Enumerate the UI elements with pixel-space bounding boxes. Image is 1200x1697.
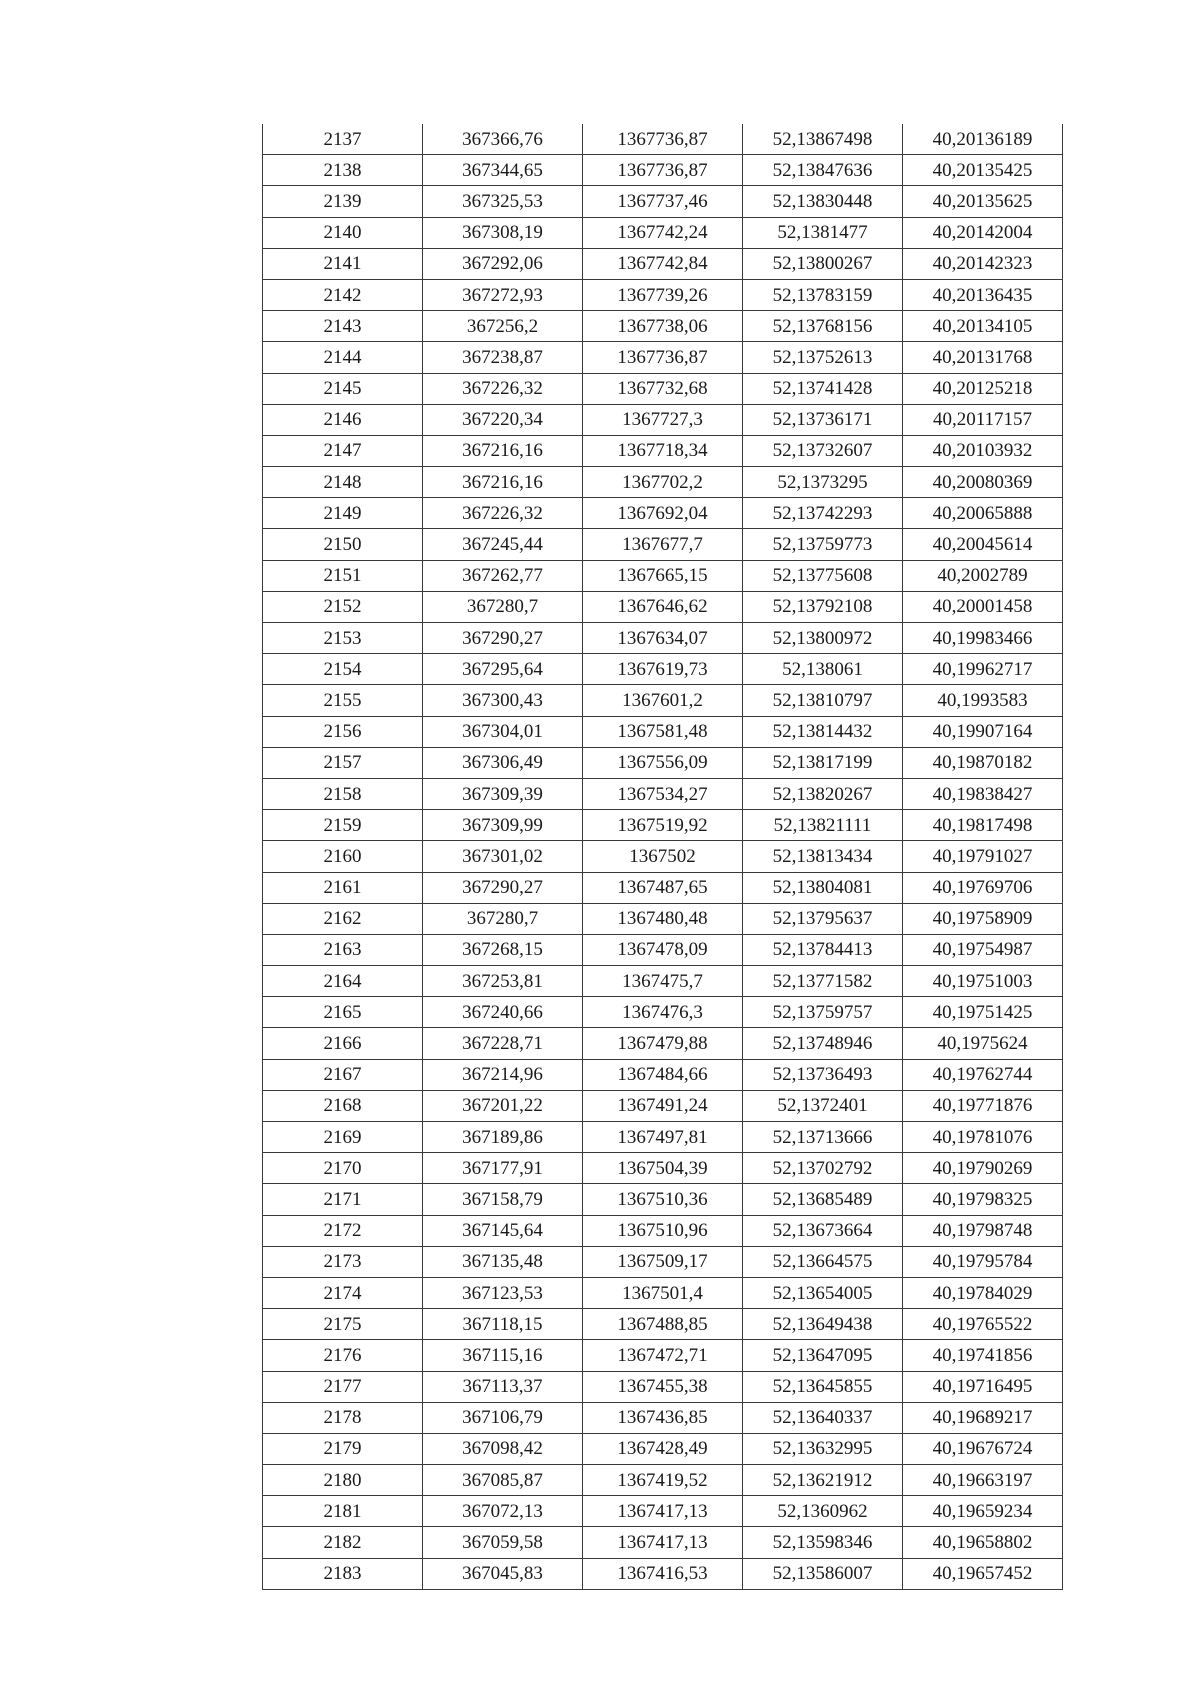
table-row <box>263 1059 1063 1090</box>
latitude-cell: 52,13713666 <box>743 1122 903 1153</box>
y-coordinate-cell: 1367738,06 <box>583 311 743 342</box>
longitude-cell: 40,20103932 <box>903 435 1063 466</box>
point-number-cell: 2182 <box>263 1527 423 1558</box>
x-coordinate-cell: 367106,79 <box>423 1402 583 1433</box>
y-coordinate-cell: 1367484,66 <box>583 1059 743 1090</box>
table-row <box>263 872 1063 903</box>
longitude-cell: 40,19758909 <box>903 903 1063 934</box>
table-row <box>263 1215 1063 1246</box>
y-coordinate-cell: 1367718,34 <box>583 435 743 466</box>
x-coordinate-cell: 367238,87 <box>423 342 583 373</box>
longitude-cell: 40,20136435 <box>903 279 1063 310</box>
latitude-cell: 52,13817199 <box>743 747 903 778</box>
x-coordinate-cell: 367280,7 <box>423 591 583 622</box>
latitude-cell: 52,13795637 <box>743 903 903 934</box>
point-number-cell: 2140 <box>263 217 423 248</box>
table-row <box>263 248 1063 279</box>
x-coordinate-cell: 367220,34 <box>423 404 583 435</box>
point-number-cell: 2168 <box>263 1090 423 1121</box>
longitude-cell: 40,20142004 <box>903 217 1063 248</box>
x-coordinate-cell: 367059,58 <box>423 1527 583 1558</box>
x-coordinate-cell: 367290,27 <box>423 623 583 654</box>
x-coordinate-cell: 367115,16 <box>423 1340 583 1371</box>
x-coordinate-cell: 367216,16 <box>423 467 583 498</box>
longitude-cell: 40,19781076 <box>903 1122 1063 1153</box>
latitude-cell: 52,13640337 <box>743 1402 903 1433</box>
longitude-cell: 40,19817498 <box>903 810 1063 841</box>
table-row <box>263 124 1063 155</box>
latitude-cell: 52,13759773 <box>743 529 903 560</box>
table-row <box>263 810 1063 841</box>
latitude-cell: 52,13732607 <box>743 435 903 466</box>
point-number-cell: 2169 <box>263 1122 423 1153</box>
table-row <box>263 342 1063 373</box>
table-row <box>263 591 1063 622</box>
x-coordinate-cell: 367306,49 <box>423 747 583 778</box>
latitude-cell: 52,13813434 <box>743 841 903 872</box>
table-row <box>263 1184 1063 1215</box>
y-coordinate-cell: 1367428,49 <box>583 1433 743 1464</box>
point-number-cell: 2174 <box>263 1277 423 1308</box>
table-row <box>263 654 1063 685</box>
y-coordinate-cell: 1367478,09 <box>583 934 743 965</box>
table-row <box>263 1527 1063 1558</box>
point-number-cell: 2161 <box>263 872 423 903</box>
point-number-cell: 2176 <box>263 1340 423 1371</box>
point-number-cell: 2159 <box>263 810 423 841</box>
x-coordinate-cell: 367295,64 <box>423 654 583 685</box>
y-coordinate-cell: 1367491,24 <box>583 1090 743 1121</box>
point-number-cell: 2181 <box>263 1496 423 1527</box>
y-coordinate-cell: 1367479,88 <box>583 1028 743 1059</box>
point-number-cell: 2162 <box>263 903 423 934</box>
y-coordinate-cell: 1367504,39 <box>583 1153 743 1184</box>
longitude-cell: 40,19658802 <box>903 1527 1063 1558</box>
point-number-cell: 2139 <box>263 186 423 217</box>
table-row <box>263 373 1063 404</box>
y-coordinate-cell: 1367677,7 <box>583 529 743 560</box>
latitude-cell: 52,13654005 <box>743 1277 903 1308</box>
latitude-cell: 52,1373295 <box>743 467 903 498</box>
table-row <box>263 1153 1063 1184</box>
x-coordinate-cell: 367366,76 <box>423 124 583 155</box>
y-coordinate-cell: 1367480,48 <box>583 903 743 934</box>
point-number-cell: 2164 <box>263 966 423 997</box>
y-coordinate-cell: 1367510,36 <box>583 1184 743 1215</box>
table-row <box>263 966 1063 997</box>
x-coordinate-cell: 367226,32 <box>423 373 583 404</box>
point-number-cell: 2154 <box>263 654 423 685</box>
longitude-cell: 40,19983466 <box>903 623 1063 654</box>
latitude-cell: 52,13810797 <box>743 685 903 716</box>
table-row <box>263 1465 1063 1496</box>
latitude-cell: 52,138061 <box>743 654 903 685</box>
latitude-cell: 52,13736493 <box>743 1059 903 1090</box>
x-coordinate-cell: 367304,01 <box>423 716 583 747</box>
table-row <box>263 623 1063 654</box>
x-coordinate-cell: 367228,71 <box>423 1028 583 1059</box>
longitude-cell: 40,19754987 <box>903 934 1063 965</box>
latitude-cell: 52,13702792 <box>743 1153 903 1184</box>
y-coordinate-cell: 1367475,7 <box>583 966 743 997</box>
longitude-cell: 40,19676724 <box>903 1433 1063 1464</box>
longitude-cell: 40,20001458 <box>903 591 1063 622</box>
y-coordinate-cell: 1367472,71 <box>583 1340 743 1371</box>
table-row <box>263 155 1063 186</box>
point-number-cell: 2165 <box>263 997 423 1028</box>
x-coordinate-cell: 367309,99 <box>423 810 583 841</box>
table-row <box>263 934 1063 965</box>
longitude-cell: 40,20117157 <box>903 404 1063 435</box>
y-coordinate-cell: 1367601,2 <box>583 685 743 716</box>
y-coordinate-cell: 1367702,2 <box>583 467 743 498</box>
longitude-cell: 40,19659234 <box>903 1496 1063 1527</box>
longitude-cell: 40,19907164 <box>903 716 1063 747</box>
point-number-cell: 2157 <box>263 747 423 778</box>
point-number-cell: 2149 <box>263 498 423 529</box>
point-number-cell: 2147 <box>263 435 423 466</box>
table-row <box>263 1371 1063 1402</box>
y-coordinate-cell: 1367497,81 <box>583 1122 743 1153</box>
longitude-cell: 40,2002789 <box>903 560 1063 591</box>
x-coordinate-cell: 367113,37 <box>423 1371 583 1402</box>
point-number-cell: 2146 <box>263 404 423 435</box>
longitude-cell: 40,1993583 <box>903 685 1063 716</box>
x-coordinate-cell: 367308,19 <box>423 217 583 248</box>
table-row <box>263 467 1063 498</box>
longitude-cell: 40,19751425 <box>903 997 1063 1028</box>
x-coordinate-cell: 367216,16 <box>423 435 583 466</box>
point-number-cell: 2142 <box>263 279 423 310</box>
latitude-cell: 52,13748946 <box>743 1028 903 1059</box>
longitude-cell: 40,19962717 <box>903 654 1063 685</box>
y-coordinate-cell: 1367742,24 <box>583 217 743 248</box>
latitude-cell: 52,1381477 <box>743 217 903 248</box>
longitude-cell: 40,19751003 <box>903 966 1063 997</box>
latitude-cell: 52,13775608 <box>743 560 903 591</box>
latitude-cell: 52,13632995 <box>743 1433 903 1464</box>
point-number-cell: 2150 <box>263 529 423 560</box>
point-number-cell: 2172 <box>263 1215 423 1246</box>
x-coordinate-cell: 367253,81 <box>423 966 583 997</box>
y-coordinate-cell: 1367501,4 <box>583 1277 743 1308</box>
latitude-cell: 52,13647095 <box>743 1340 903 1371</box>
table-row <box>263 778 1063 809</box>
point-number-cell: 2151 <box>263 560 423 591</box>
latitude-cell: 52,13752613 <box>743 342 903 373</box>
point-number-cell: 2145 <box>263 373 423 404</box>
table-row <box>263 841 1063 872</box>
longitude-cell: 40,20080369 <box>903 467 1063 498</box>
point-number-cell: 2148 <box>263 467 423 498</box>
latitude-cell: 52,13598346 <box>743 1527 903 1558</box>
table-row <box>263 1496 1063 1527</box>
latitude-cell: 52,13741428 <box>743 373 903 404</box>
longitude-cell: 40,19795784 <box>903 1246 1063 1277</box>
longitude-cell: 40,19798748 <box>903 1215 1063 1246</box>
x-coordinate-cell: 367226,32 <box>423 498 583 529</box>
latitude-cell: 52,13736171 <box>743 404 903 435</box>
point-number-cell: 2137 <box>263 124 423 155</box>
latitude-cell: 52,13847636 <box>743 155 903 186</box>
x-coordinate-cell: 367158,79 <box>423 1184 583 1215</box>
x-coordinate-cell: 367098,42 <box>423 1433 583 1464</box>
latitude-cell: 52,1360962 <box>743 1496 903 1527</box>
point-number-cell: 2156 <box>263 716 423 747</box>
x-coordinate-cell: 367300,43 <box>423 685 583 716</box>
x-coordinate-cell: 367177,91 <box>423 1153 583 1184</box>
y-coordinate-cell: 1367619,73 <box>583 654 743 685</box>
y-coordinate-cell: 1367581,48 <box>583 716 743 747</box>
point-number-cell: 2144 <box>263 342 423 373</box>
x-coordinate-cell: 367201,22 <box>423 1090 583 1121</box>
table-row <box>263 747 1063 778</box>
table-row <box>263 279 1063 310</box>
y-coordinate-cell: 1367519,92 <box>583 810 743 841</box>
point-number-cell: 2173 <box>263 1246 423 1277</box>
latitude-cell: 52,13586007 <box>743 1558 903 1589</box>
y-coordinate-cell: 1367455,38 <box>583 1371 743 1402</box>
table-row <box>263 1309 1063 1340</box>
x-coordinate-cell: 367325,53 <box>423 186 583 217</box>
y-coordinate-cell: 1367727,3 <box>583 404 743 435</box>
table-row <box>263 529 1063 560</box>
y-coordinate-cell: 1367487,65 <box>583 872 743 903</box>
x-coordinate-cell: 367123,53 <box>423 1277 583 1308</box>
y-coordinate-cell: 1367742,84 <box>583 248 743 279</box>
y-coordinate-cell: 1367416,53 <box>583 1558 743 1589</box>
latitude-cell: 52,13771582 <box>743 966 903 997</box>
longitude-cell: 40,20125218 <box>903 373 1063 404</box>
latitude-cell: 52,13804081 <box>743 872 903 903</box>
table-row <box>263 1277 1063 1308</box>
y-coordinate-cell: 1367476,3 <box>583 997 743 1028</box>
latitude-cell: 52,13649438 <box>743 1309 903 1340</box>
x-coordinate-cell: 367301,02 <box>423 841 583 872</box>
x-coordinate-cell: 367240,66 <box>423 997 583 1028</box>
y-coordinate-cell: 1367737,46 <box>583 186 743 217</box>
latitude-cell: 52,13867498 <box>743 124 903 155</box>
point-number-cell: 2152 <box>263 591 423 622</box>
y-coordinate-cell: 1367509,17 <box>583 1246 743 1277</box>
table-row <box>263 186 1063 217</box>
longitude-cell: 40,19663197 <box>903 1465 1063 1496</box>
y-coordinate-cell: 1367634,07 <box>583 623 743 654</box>
latitude-cell: 52,13800267 <box>743 248 903 279</box>
point-number-cell: 2170 <box>263 1153 423 1184</box>
y-coordinate-cell: 1367502 <box>583 841 743 872</box>
longitude-cell: 40,19716495 <box>903 1371 1063 1402</box>
latitude-cell: 52,13792108 <box>743 591 903 622</box>
table-row <box>263 1558 1063 1589</box>
longitude-cell: 40,19769706 <box>903 872 1063 903</box>
table-row <box>263 1246 1063 1277</box>
table-row <box>263 1122 1063 1153</box>
point-number-cell: 2178 <box>263 1402 423 1433</box>
y-coordinate-cell: 1367736,87 <box>583 124 743 155</box>
y-coordinate-cell: 1367417,13 <box>583 1527 743 1558</box>
table-row <box>263 1402 1063 1433</box>
point-number-cell: 2177 <box>263 1371 423 1402</box>
point-number-cell: 2167 <box>263 1059 423 1090</box>
point-number-cell: 2141 <box>263 248 423 279</box>
y-coordinate-cell: 1367510,96 <box>583 1215 743 1246</box>
y-coordinate-cell: 1367665,15 <box>583 560 743 591</box>
latitude-cell: 52,13673664 <box>743 1215 903 1246</box>
table-row <box>263 1090 1063 1121</box>
latitude-cell: 52,13821111 <box>743 810 903 841</box>
table-row <box>263 716 1063 747</box>
longitude-cell: 40,19771876 <box>903 1090 1063 1121</box>
point-number-cell: 2160 <box>263 841 423 872</box>
coordinates-table <box>262 124 1063 1590</box>
latitude-cell: 52,1372401 <box>743 1090 903 1121</box>
longitude-cell: 40,20131768 <box>903 342 1063 373</box>
longitude-cell: 40,19689217 <box>903 1402 1063 1433</box>
longitude-cell: 40,19790269 <box>903 1153 1063 1184</box>
y-coordinate-cell: 1367732,68 <box>583 373 743 404</box>
y-coordinate-cell: 1367417,13 <box>583 1496 743 1527</box>
y-coordinate-cell: 1367488,85 <box>583 1309 743 1340</box>
latitude-cell: 52,13814432 <box>743 716 903 747</box>
longitude-cell: 40,19765522 <box>903 1309 1063 1340</box>
x-coordinate-cell: 367280,7 <box>423 903 583 934</box>
point-number-cell: 2166 <box>263 1028 423 1059</box>
table-row <box>263 404 1063 435</box>
x-coordinate-cell: 367245,44 <box>423 529 583 560</box>
x-coordinate-cell: 367344,65 <box>423 155 583 186</box>
longitude-cell: 40,19838427 <box>903 778 1063 809</box>
longitude-cell: 40,19791027 <box>903 841 1063 872</box>
point-number-cell: 2183 <box>263 1558 423 1589</box>
latitude-cell: 52,13621912 <box>743 1465 903 1496</box>
point-number-cell: 2138 <box>263 155 423 186</box>
table-row <box>263 997 1063 1028</box>
x-coordinate-cell: 367292,06 <box>423 248 583 279</box>
latitude-cell: 52,13768156 <box>743 311 903 342</box>
latitude-cell: 52,13784413 <box>743 934 903 965</box>
y-coordinate-cell: 1367739,26 <box>583 279 743 310</box>
point-number-cell: 2180 <box>263 1465 423 1496</box>
latitude-cell: 52,13759757 <box>743 997 903 1028</box>
point-number-cell: 2175 <box>263 1309 423 1340</box>
x-coordinate-cell: 367085,87 <box>423 1465 583 1496</box>
x-coordinate-cell: 367045,83 <box>423 1558 583 1589</box>
point-number-cell: 2179 <box>263 1433 423 1464</box>
x-coordinate-cell: 367135,48 <box>423 1246 583 1277</box>
point-number-cell: 2158 <box>263 778 423 809</box>
x-coordinate-cell: 367290,27 <box>423 872 583 903</box>
x-coordinate-cell: 367189,86 <box>423 1122 583 1153</box>
longitude-cell: 40,19762744 <box>903 1059 1063 1090</box>
table-row <box>263 1433 1063 1464</box>
y-coordinate-cell: 1367556,09 <box>583 747 743 778</box>
longitude-cell: 40,1975624 <box>903 1028 1063 1059</box>
latitude-cell: 52,13645855 <box>743 1371 903 1402</box>
table-body <box>263 124 1063 1589</box>
x-coordinate-cell: 367262,77 <box>423 560 583 591</box>
latitude-cell: 52,13820267 <box>743 778 903 809</box>
table-row <box>263 903 1063 934</box>
longitude-cell: 40,19741856 <box>903 1340 1063 1371</box>
longitude-cell: 40,19870182 <box>903 747 1063 778</box>
latitude-cell: 52,13800972 <box>743 623 903 654</box>
x-coordinate-cell: 367145,64 <box>423 1215 583 1246</box>
longitude-cell: 40,19657452 <box>903 1558 1063 1589</box>
y-coordinate-cell: 1367646,62 <box>583 591 743 622</box>
x-coordinate-cell: 367214,96 <box>423 1059 583 1090</box>
table-row <box>263 560 1063 591</box>
y-coordinate-cell: 1367419,52 <box>583 1465 743 1496</box>
y-coordinate-cell: 1367436,85 <box>583 1402 743 1433</box>
y-coordinate-cell: 1367692,04 <box>583 498 743 529</box>
x-coordinate-cell: 367256,2 <box>423 311 583 342</box>
latitude-cell: 52,13742293 <box>743 498 903 529</box>
table-row <box>263 311 1063 342</box>
latitude-cell: 52,13664575 <box>743 1246 903 1277</box>
point-number-cell: 2153 <box>263 623 423 654</box>
longitude-cell: 40,20134105 <box>903 311 1063 342</box>
point-number-cell: 2143 <box>263 311 423 342</box>
longitude-cell: 40,20136189 <box>903 124 1063 155</box>
latitude-cell: 52,13685489 <box>743 1184 903 1215</box>
x-coordinate-cell: 367309,39 <box>423 778 583 809</box>
point-number-cell: 2163 <box>263 934 423 965</box>
latitude-cell: 52,13783159 <box>743 279 903 310</box>
latitude-cell: 52,13830448 <box>743 186 903 217</box>
y-coordinate-cell: 1367534,27 <box>583 778 743 809</box>
table-row <box>263 685 1063 716</box>
longitude-cell: 40,19784029 <box>903 1277 1063 1308</box>
x-coordinate-cell: 367272,93 <box>423 279 583 310</box>
table-row <box>263 498 1063 529</box>
table-row <box>263 217 1063 248</box>
y-coordinate-cell: 1367736,87 <box>583 342 743 373</box>
table-row <box>263 435 1063 466</box>
table-row <box>263 1028 1063 1059</box>
x-coordinate-cell: 367072,13 <box>423 1496 583 1527</box>
longitude-cell: 40,20142323 <box>903 248 1063 279</box>
longitude-cell: 40,20065888 <box>903 498 1063 529</box>
point-number-cell: 2171 <box>263 1184 423 1215</box>
longitude-cell: 40,20045614 <box>903 529 1063 560</box>
y-coordinate-cell: 1367736,87 <box>583 155 743 186</box>
x-coordinate-cell: 367268,15 <box>423 934 583 965</box>
table-row <box>263 1340 1063 1371</box>
x-coordinate-cell: 367118,15 <box>423 1309 583 1340</box>
longitude-cell: 40,20135625 <box>903 186 1063 217</box>
point-number-cell: 2155 <box>263 685 423 716</box>
longitude-cell: 40,20135425 <box>903 155 1063 186</box>
longitude-cell: 40,19798325 <box>903 1184 1063 1215</box>
